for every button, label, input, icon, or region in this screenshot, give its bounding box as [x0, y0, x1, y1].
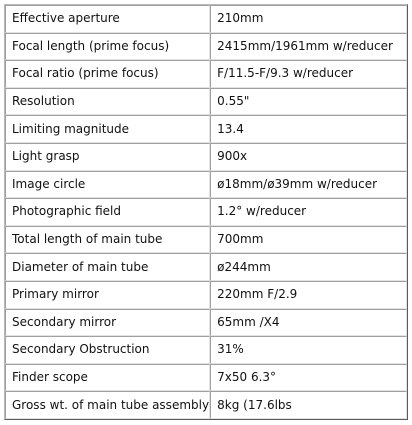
spec-value: F/11.5-F/9.3 w/reducer	[210, 60, 407, 88]
spec-value: 65mm /X4	[210, 309, 407, 337]
spec-label: Photographic field	[5, 198, 210, 226]
spec-label: Secondary Obstruction	[5, 336, 210, 364]
table-row	[5, 364, 407, 392]
spec-value: 210mm	[210, 5, 407, 33]
table-row	[5, 5, 407, 33]
table-row	[5, 253, 407, 281]
telescope-spec-table	[4, 4, 408, 420]
table-row	[5, 336, 407, 364]
spec-value: 31%	[210, 336, 407, 364]
spec-value: 13.4	[210, 115, 407, 143]
spec-label: Finder scope	[5, 364, 210, 392]
spec-value: 8kg (17.6lbs	[210, 391, 407, 419]
spec-value: 2415mm/1961mm w/reducer	[210, 33, 407, 61]
table-row	[5, 198, 407, 226]
table-row	[5, 281, 407, 309]
spec-label: Primary mirror	[5, 281, 210, 309]
spec-label: Limiting magnitude	[5, 115, 210, 143]
spec-label: Resolution	[5, 88, 210, 116]
table-row	[5, 60, 407, 88]
spec-value: ø18mm/ø39mm w/reducer	[210, 171, 407, 199]
spec-value: 1.2° w/reducer	[210, 198, 407, 226]
spec-value: 0.55"	[210, 88, 407, 116]
table-row	[5, 88, 407, 116]
spec-label: Diameter of main tube	[5, 253, 210, 281]
spec-label: Effective aperture	[5, 5, 210, 33]
table-row	[5, 143, 407, 171]
table-row	[5, 33, 407, 61]
spec-label: Total length of main tube	[5, 226, 210, 254]
table-row	[5, 171, 407, 199]
spec-label: Focal length (prime focus)	[5, 33, 210, 61]
spec-value: 700mm	[210, 226, 407, 254]
spec-label: Image circle	[5, 171, 210, 199]
spec-label: Light grasp	[5, 143, 210, 171]
spec-label: Secondary mirror	[5, 309, 210, 337]
spec-value: 220mm F/2.9	[210, 281, 407, 309]
table-row	[5, 226, 407, 254]
spec-label: Gross wt. of main tube assembly	[5, 391, 210, 419]
table-row	[5, 309, 407, 337]
spec-value: ø244mm	[210, 253, 407, 281]
table-row	[5, 391, 407, 419]
table-row	[5, 115, 407, 143]
spec-value: 900x	[210, 143, 407, 171]
spec-label: Focal ratio (prime focus)	[5, 60, 210, 88]
spec-value: 7x50 6.3°	[210, 364, 407, 392]
